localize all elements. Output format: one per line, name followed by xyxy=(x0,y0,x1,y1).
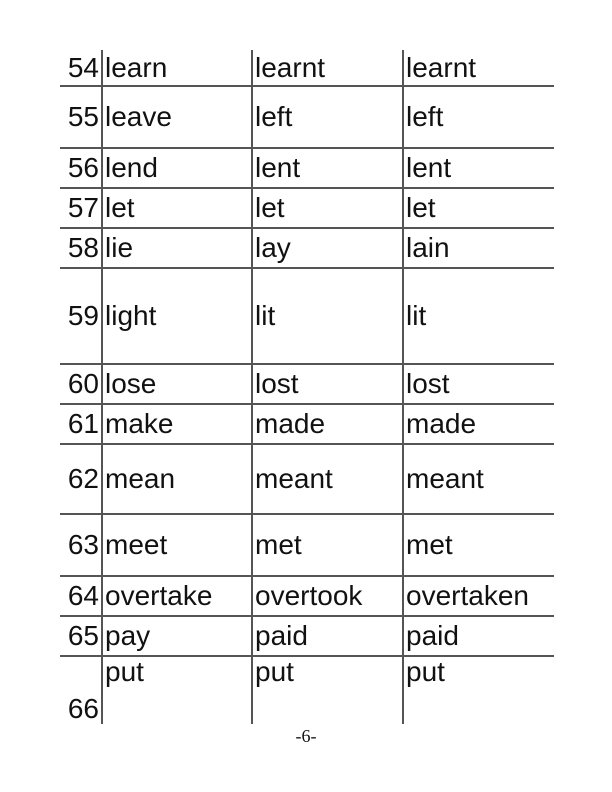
row-number: 66 xyxy=(67,693,99,724)
past-simple: lit xyxy=(252,268,403,364)
base-form: lend xyxy=(102,148,252,188)
table-row xyxy=(60,188,554,228)
row-number: 62 xyxy=(60,444,102,514)
table-row xyxy=(60,656,554,724)
past-simple: learnt xyxy=(252,50,403,86)
past-participle: overtaken xyxy=(403,576,554,616)
page-number: -6- xyxy=(295,726,317,746)
table-row xyxy=(60,576,554,616)
table-row xyxy=(60,444,554,514)
base-form: leave xyxy=(102,86,252,148)
row-number: 56 xyxy=(60,148,102,188)
table-row xyxy=(60,228,554,268)
past-participle: lain xyxy=(403,228,554,268)
base-form: learn xyxy=(102,50,252,86)
past-participle: learnt xyxy=(403,50,554,86)
row-number: 57 xyxy=(60,188,102,228)
past-participle: met xyxy=(403,514,554,576)
base-form: overtake xyxy=(102,576,252,616)
table-row xyxy=(60,364,554,404)
table-row xyxy=(60,50,554,86)
past-participle: meant xyxy=(403,444,554,514)
table-row xyxy=(60,616,554,656)
base-form: make xyxy=(102,404,252,444)
base-form: pay xyxy=(102,616,252,656)
base-form: lose xyxy=(102,364,252,404)
base-form: lie xyxy=(102,228,252,268)
past-participle: let xyxy=(403,188,554,228)
verb-table xyxy=(60,50,554,724)
past-participle: put xyxy=(403,656,554,724)
past-simple: put xyxy=(252,656,403,724)
past-participle: left xyxy=(403,86,554,148)
row-number: 60 xyxy=(60,364,102,404)
row-number: 63 xyxy=(60,514,102,576)
base-form: let xyxy=(102,188,252,228)
past-simple: lost xyxy=(252,364,403,404)
table-row xyxy=(60,268,554,364)
past-participle: lent xyxy=(403,148,554,188)
row-number: 58 xyxy=(60,228,102,268)
base-form: put xyxy=(102,656,252,724)
table-row xyxy=(60,514,554,576)
row-number: 64 xyxy=(60,576,102,616)
base-form: meet xyxy=(102,514,252,576)
past-simple: made xyxy=(252,404,403,444)
past-simple: met xyxy=(252,514,403,576)
table-row xyxy=(60,86,554,148)
past-participle: paid xyxy=(403,616,554,656)
row-number: 54 xyxy=(60,50,102,86)
past-simple: let xyxy=(252,188,403,228)
past-simple: overtook xyxy=(252,576,403,616)
past-simple: meant xyxy=(252,444,403,514)
past-participle: lost xyxy=(403,364,554,404)
row-number: 65 xyxy=(60,616,102,656)
row-number: 61 xyxy=(60,404,102,444)
base-form: mean xyxy=(102,444,252,514)
past-simple: left xyxy=(252,86,403,148)
table-row xyxy=(60,404,554,444)
row-number: 55 xyxy=(60,86,102,148)
past-participle: made xyxy=(403,404,554,444)
past-participle: lit xyxy=(403,268,554,364)
past-simple: lay xyxy=(252,228,403,268)
row-number: 59 xyxy=(60,268,102,364)
past-simple: lent xyxy=(252,148,403,188)
table-row xyxy=(60,148,554,188)
past-simple: paid xyxy=(252,616,403,656)
base-form: light xyxy=(102,268,252,364)
